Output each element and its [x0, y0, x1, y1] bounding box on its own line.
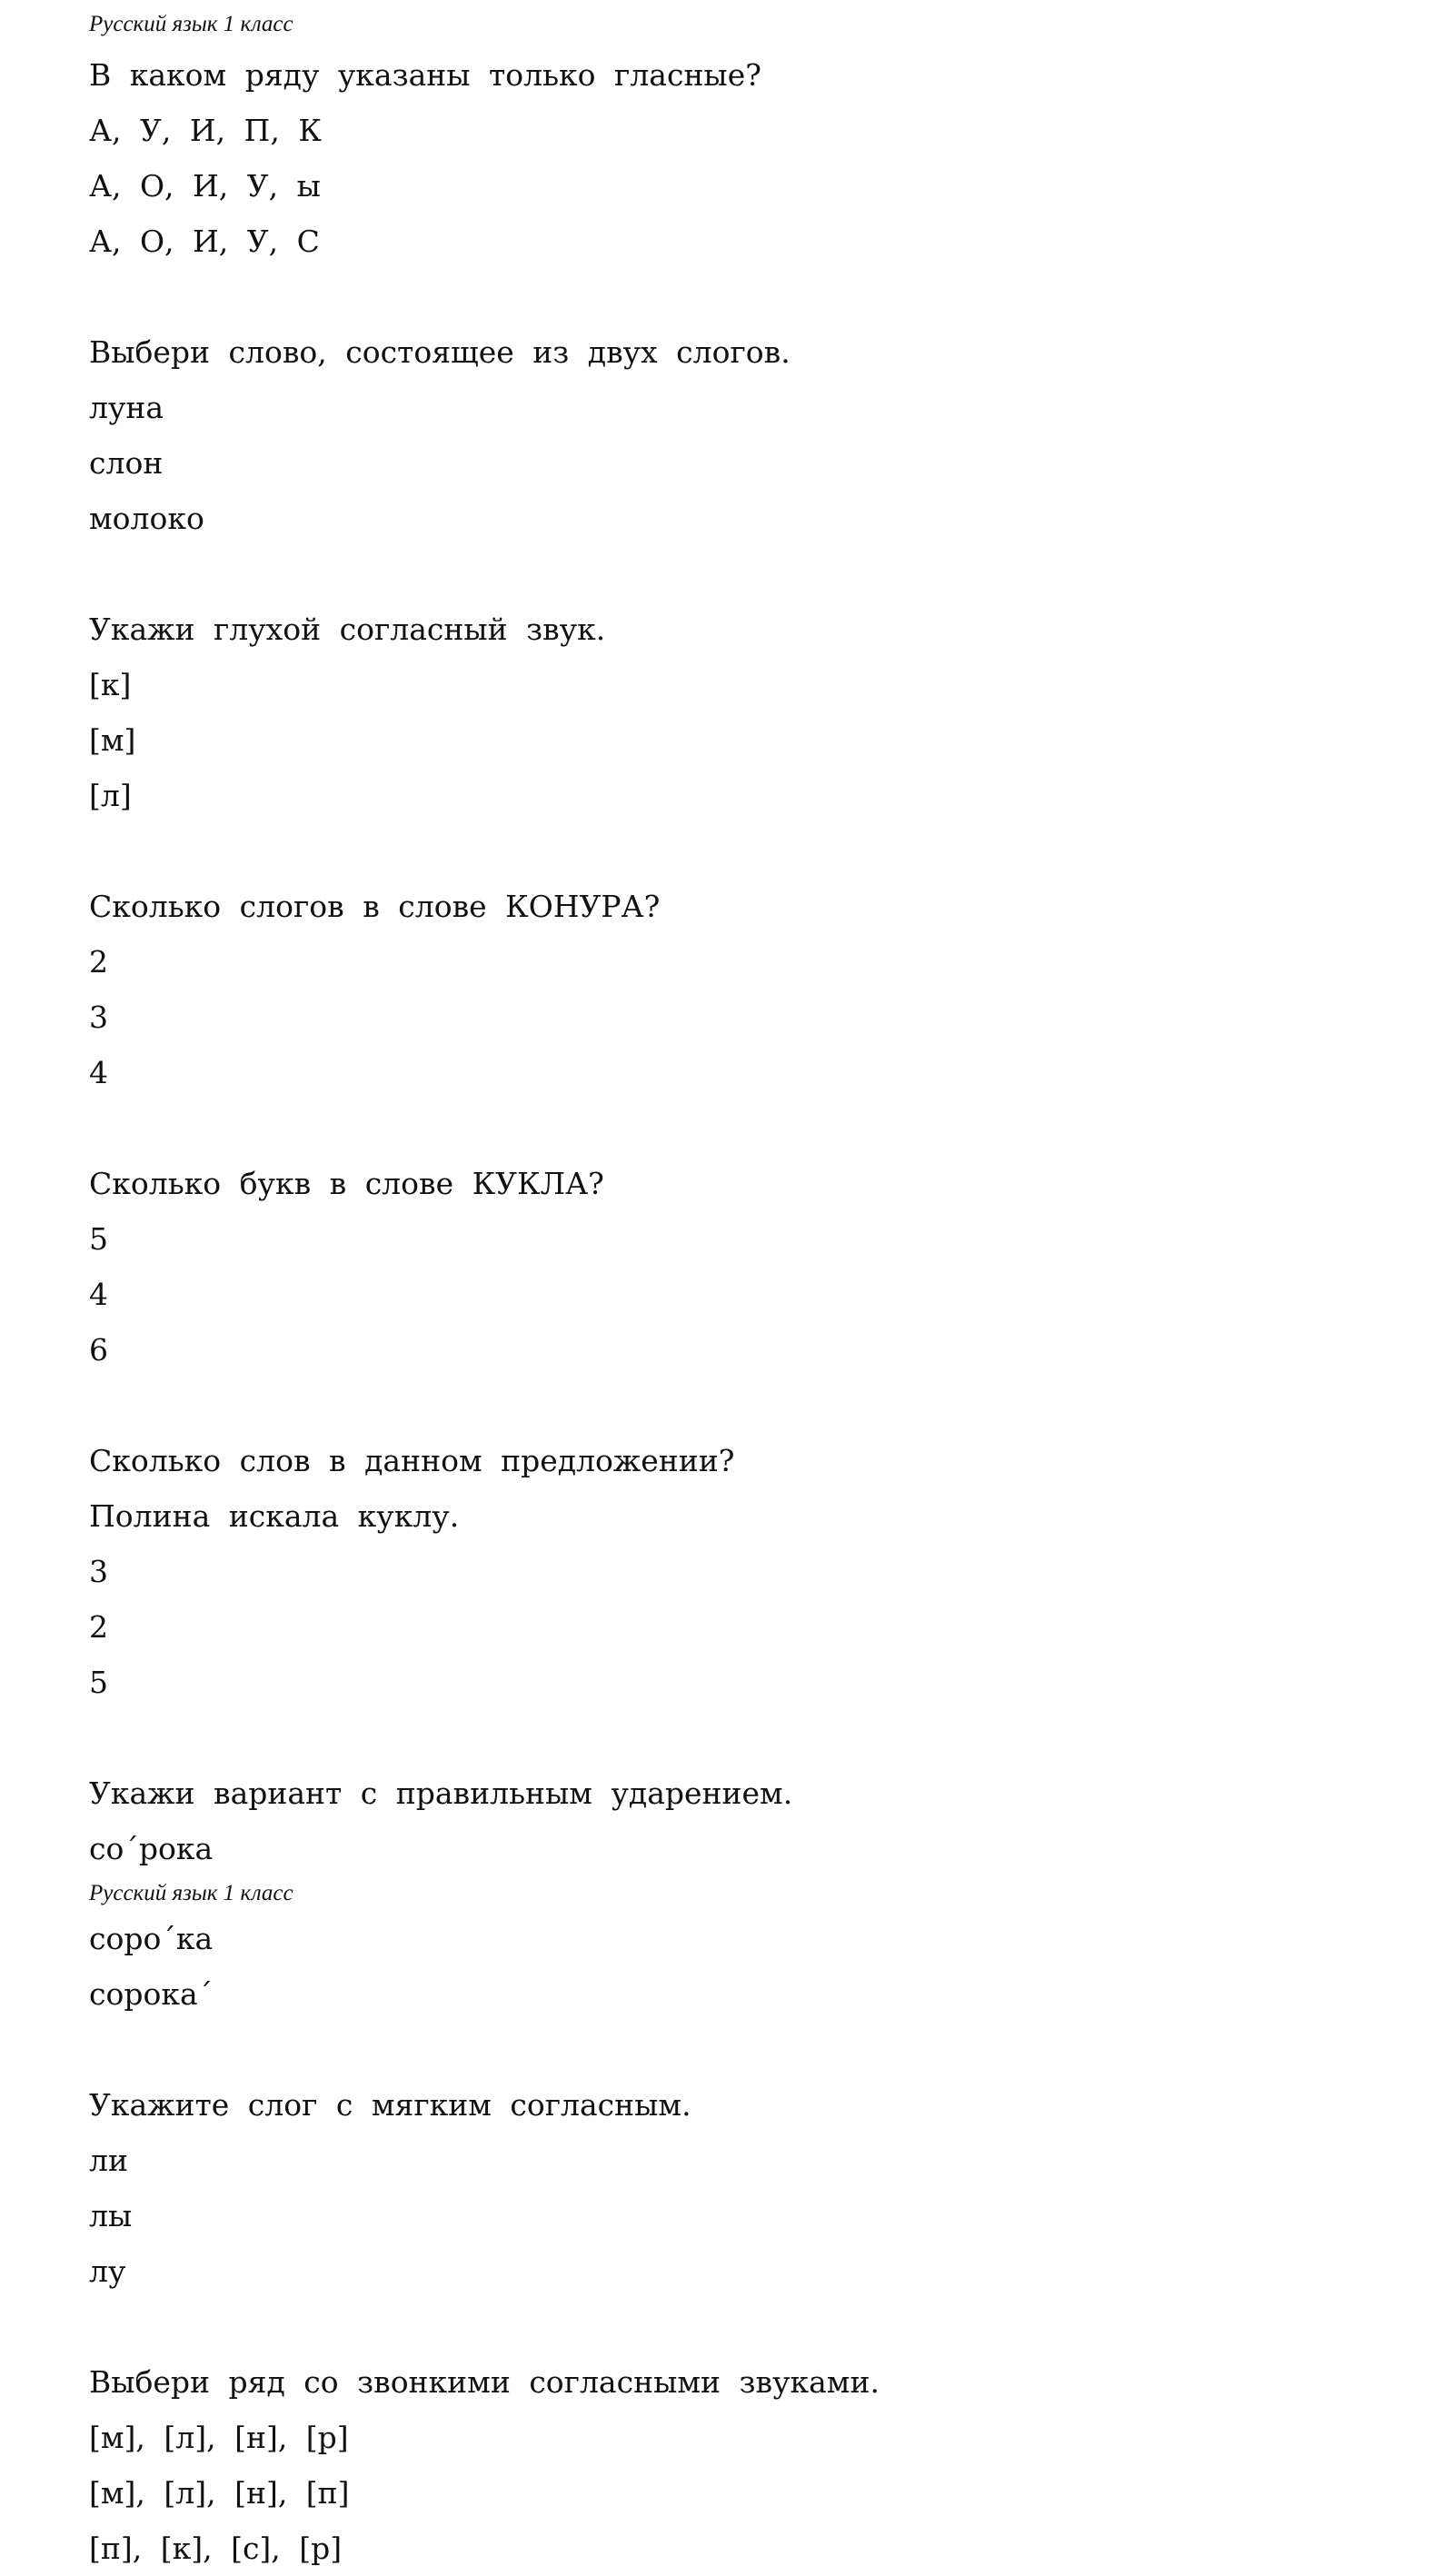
spacer [89, 1710, 1397, 1765]
question-6: Сколько слов в данном предложении? [89, 1443, 735, 1478]
option-1-2: А, О, И, У, ы [89, 168, 321, 204]
question-3: Укажи глухой согласный звук. [89, 612, 606, 647]
option-4-3: 4 [89, 1055, 108, 1090]
option-3-3: [л] [89, 778, 132, 813]
option-9-2: [м], [л], [н], [п] [89, 2475, 350, 2511]
spacer [89, 269, 1397, 324]
option-9-1: [м], [л], [н], [р] [89, 2420, 349, 2455]
spacer [89, 546, 1397, 602]
option-2-2: слон [89, 445, 164, 481]
question-9: Выбери ряд со звонкими согласными звуками. [89, 2364, 880, 2400]
option-1-3: А, О, И, У, С [89, 224, 320, 259]
option-8-1: ли [89, 2143, 128, 2178]
question-4: Сколько слогов в слове КОНУРА? [89, 889, 661, 924]
option-8-2: лы [89, 2198, 133, 2233]
question-8: Укажите слог с мягким согласным. [89, 2087, 691, 2123]
option-2-3: молоко [89, 501, 204, 536]
option-6-3: 5 [89, 1665, 108, 1700]
option-5-3: 6 [89, 1332, 108, 1368]
option-6-2: 2 [89, 1609, 108, 1645]
option-6-1: 3 [89, 1554, 108, 1589]
question-5: Сколько букв в слове КУКЛА? [89, 1166, 604, 1201]
option-3-2: [м] [89, 722, 136, 758]
question-6-sentence: Полина искала куклу. [89, 1498, 460, 1534]
option-9-3: [п], [к], [с], [р] [89, 2531, 343, 2566]
spacer [89, 2022, 1397, 2077]
running-header-repeat: Русский язык 1 класс [89, 1881, 293, 1905]
question-1: В каком ряду указаны только гласные? [89, 57, 761, 93]
running-header: Русский язык 1 класс [89, 12, 293, 36]
option-4-1: 2 [89, 944, 108, 980]
option-3-1: [к] [89, 667, 132, 702]
option-7-3: сорока´ [89, 1976, 214, 2012]
option-7-1: со´рока [89, 1831, 214, 1866]
spacer [89, 1100, 1397, 1156]
option-1-1: А, У, И, П, К [89, 113, 322, 148]
spacer [89, 1378, 1397, 1433]
document-page [89, 0, 1397, 2576]
option-4-2: 3 [89, 1000, 108, 1035]
option-8-3: лу [89, 2253, 126, 2289]
option-5-2: 4 [89, 1277, 108, 1312]
option-7-2: соро´ка [89, 1921, 214, 1956]
option-2-1: луна [89, 390, 164, 425]
option-5-1: 5 [89, 1221, 108, 1257]
question-7: Укажи вариант с правильным ударением. [89, 1775, 793, 1811]
spacer [89, 2299, 1397, 2354]
spacer [89, 823, 1397, 879]
question-2: Выбери слово, состоящее из двух слогов. [89, 334, 791, 370]
